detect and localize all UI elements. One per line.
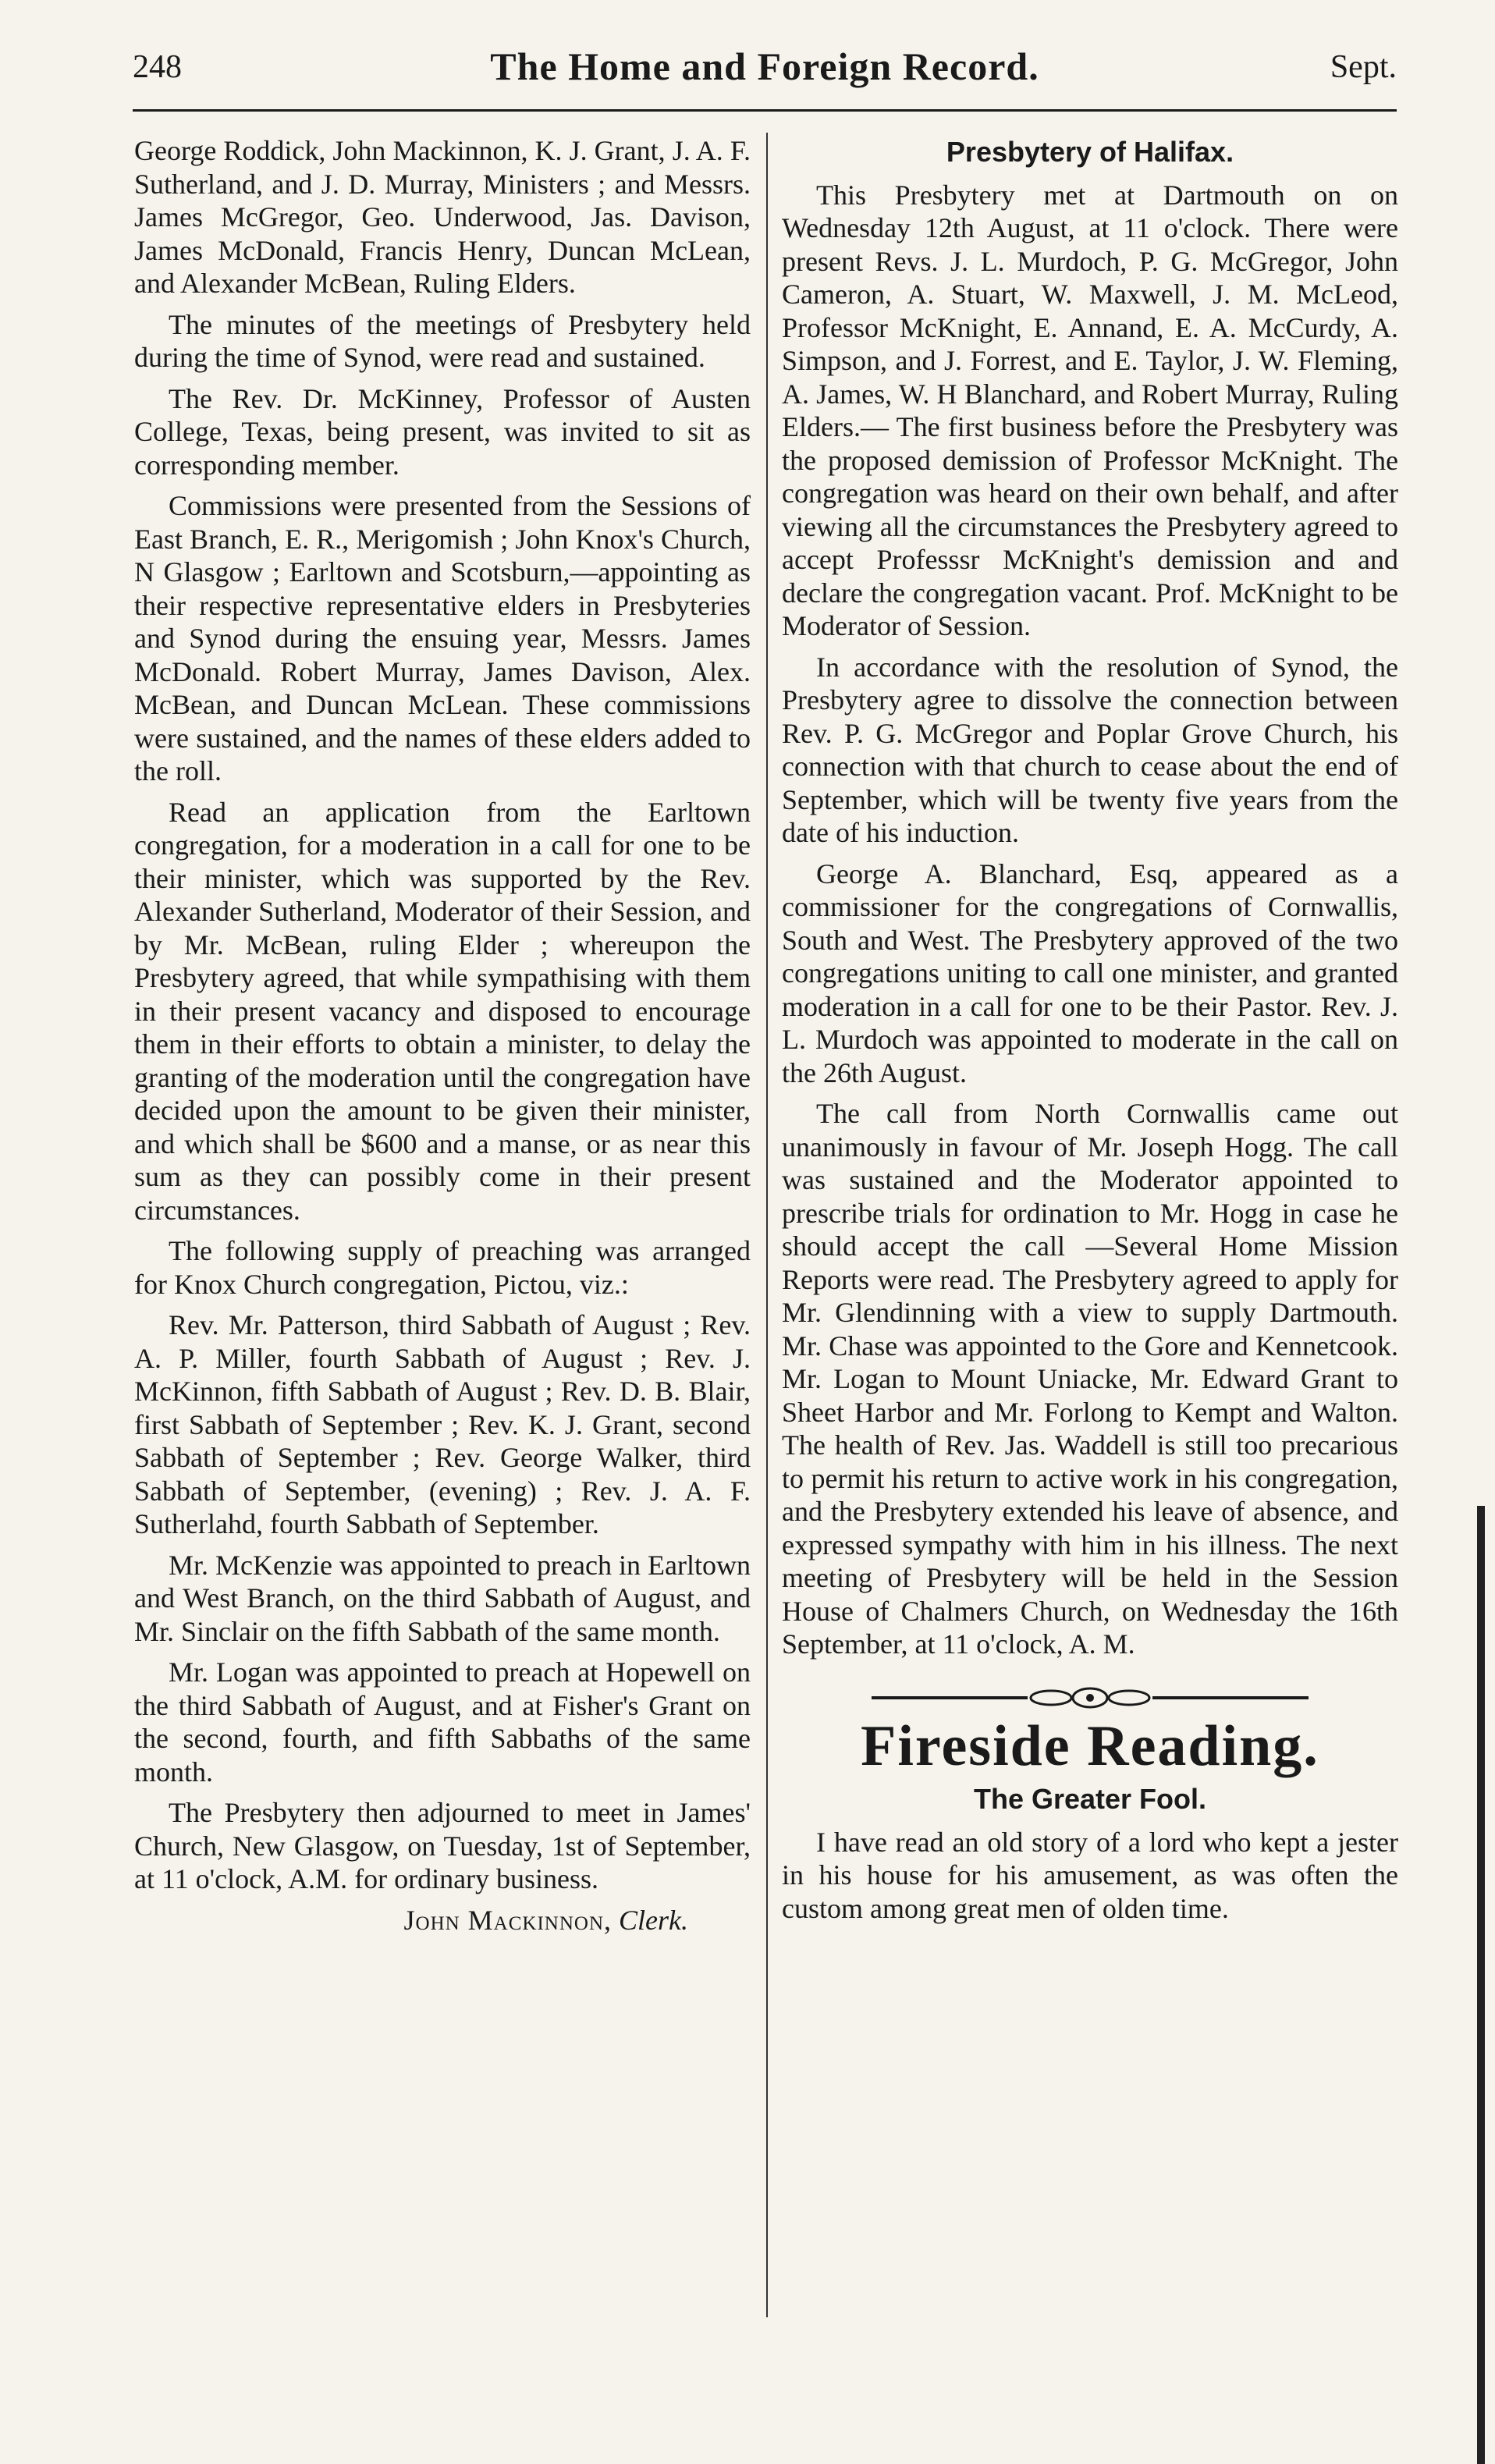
paragraph: George Roddick, John Mackinnon, K. J. Grant, J. A. F. Sutherland, and J. D. Murray, Ministers ; and Messrs. James McGregor, Geo. Underwood, Jas. Davison, James McDonald, Francis Henry, Duncan McLean, and Alexander McBean, Ruling Elders. (134, 135, 751, 299)
paragraph: Read an application from the Earltown congregation, for a moderation in a call for one to be their minister, which was supported by the Rev. Alexander Sutherland, Moderator of their Session, and by Mr. McBean, ruling Elder ; whereupon the Presbytery agreed, that while sympathising with them in their present vacancy and disposed to encourage them in their efforts to obtain a minister, to delay the granting of the moderation until the congregation have decided upon the amount to be given their minister, and which shall be $600 and a manse, or as near this sum as they can possibly come in their present circumstances. (134, 796, 751, 1226)
paragraph: George A. Blanchard, Esq, appeared as a commissioner for the congregations of Cornwallis, South and West. The Presbytery approved of the two congregations uniting to call one minister, and granted moderation in a call for one to be their Pastor. Rev. J. L. Murdoch was appointed to moderate in the call on the 26th August. (782, 857, 1398, 1088)
page-number: 248 (133, 49, 182, 85)
paragraph: In accordance with the resolution of Synod, the Presbytery agree to dissolve the connection between Rev. P. G. McGregor and Poplar Grove Church, his connection with that church to cease about the end of September, which will be twenty five years from the date of his induction. (782, 651, 1398, 848)
paragraph: Mr. McKenzie was appointed to preach in Earltown and West Branch, on the third Sabbath of August, and Mr. Sinclair on the fifth Sabbath of the same month. (134, 1549, 751, 1647)
column-divider (766, 133, 768, 2317)
paragraph: Mr. Logan was appointed to preach at Hopewell on the third Sabbath of August, and at Fisher's Grant on the second, fourth, and fifth Sabbaths of the same month. (134, 1656, 751, 1788)
paragraph: The Presbytery then adjourned to meet in James' Church, New Glasgow, on Tuesday, 1st of September, at 11 o'clock, A.M. for ordinary business. (134, 1797, 751, 1894)
fancy-section-heading: Fireside Reading. (861, 1713, 1319, 1778)
section-heading: Presbytery of Halifax. (946, 136, 1234, 168)
scan-edge-shadow (1477, 1506, 1485, 2464)
ornamental-rule (872, 1685, 1309, 1711)
paragraph: This Presbytery met at Dartmouth on on Wednesday 12th August, at 11 o'clock. There were present Revs. J. L. Murdoch, P. G. McGregor, John Cameron, A. Stuart, W. Maxwell, J. M. McLeod, Professor McKnight, E. Annand, E. A. McCurdy, A. Simpson, and J. Forrest, and E. Taylor, J. W. Fleming, A. James, W. H Blanchard, and Robert Murray, Ruling Elders.— The first business before the Presbytery was the proposed demission of Professor McKnight. The congregation was heard on their own behalf, and after viewing all the circumstances the Presbytery agreed to accept Professsr McKnight's demission and and declare the congregation vacant. Prof. McKnight to be Moderator of Session. (782, 179, 1398, 641)
signature-name: John Mackinnon, (403, 1904, 613, 1936)
paragraph: The Rev. Dr. McKinney, Professor of Austen College, Texas, being present, was invited to sit as corresponding member. (134, 382, 751, 481)
article-heading: The Greater Fool. (973, 1783, 1207, 1815)
paragraph: I have read an old story of a lord who kept a jester in his house for his amusement, as was often the custom among great men of olden time. (782, 1826, 1398, 1924)
left-column (134, 134, 751, 1937)
signature-role: Clerk. (619, 1904, 688, 1936)
paragraph: The following supply of preaching was arranged for Knox Church congregation, Pictou, viz.: (134, 1235, 751, 1300)
paragraph: Commissions were presented from the Sessions of East Branch, E. R., Merigomish ; John Knox's Church, N Glasgow ; Earltown and Scotsburn,—appointing as their respective representative elders in Presbyteries and Synod during the ensuing year, Messrs. James McDonald. Robert Murray, James Davison, Alex. McBean, and Duncan McLean. These commissions were sustained, and the names of these elders added to the roll. (134, 490, 751, 786)
right-column (782, 134, 1398, 1925)
page-header (133, 44, 1397, 111)
header-rule (133, 109, 1397, 112)
journal-title: The Home and Foreign Record. (490, 44, 1039, 88)
paragraph: Rev. Mr. Patterson, third Sabbath of August ; Rev. A. P. Miller, fourth Sabbath of August ; Rev. J. McKinnon, fifth Sabbath of August ; Rev. D. B. Blair, first Sabbath of September ; Rev. K. J. Grant, second Sabbath of September ; Rev. George Walker, third Sabbath of September, (evening) ; Rev. J. A. F. Sutherlahd, fourth Sabbath of September. (134, 1309, 751, 1539)
paragraph: The call from North Cornwallis came out unanimously in favour of Mr. Joseph Hogg. The call was sustained and the Moderator appointed to prescribe trials for ordination to Mr. Hogg in case he should accept the call —Several Home Mission Reports were read. The Presbytery agreed to apply for Mr. Glendinning with a view to supply Dartmouth. Mr. Chase was appointed to the Gore and Kennetcook. Mr. Logan to Mount Uniacke, Mr. Edward Grant to Sheet Harbor and Mr. Forlong to Kempt and Walton. The health of Rev. Jas. Waddell is still too precarious to permit his return to active work in his congregation, and the Presbytery extended his leave of absence, and expressed sympathy with him in his illness. The next meeting of Presbytery will be held in the Session House of Chalmers Church, on Wednesday the 16th September, at 11 o'clock, A. M. (782, 1098, 1398, 1660)
paragraph: The minutes of the meetings of Presbytery held during the time of Synod, were read and sustained. (134, 308, 751, 373)
issue-month: Sept. (1330, 49, 1397, 85)
clerk-signature (134, 1904, 751, 1937)
